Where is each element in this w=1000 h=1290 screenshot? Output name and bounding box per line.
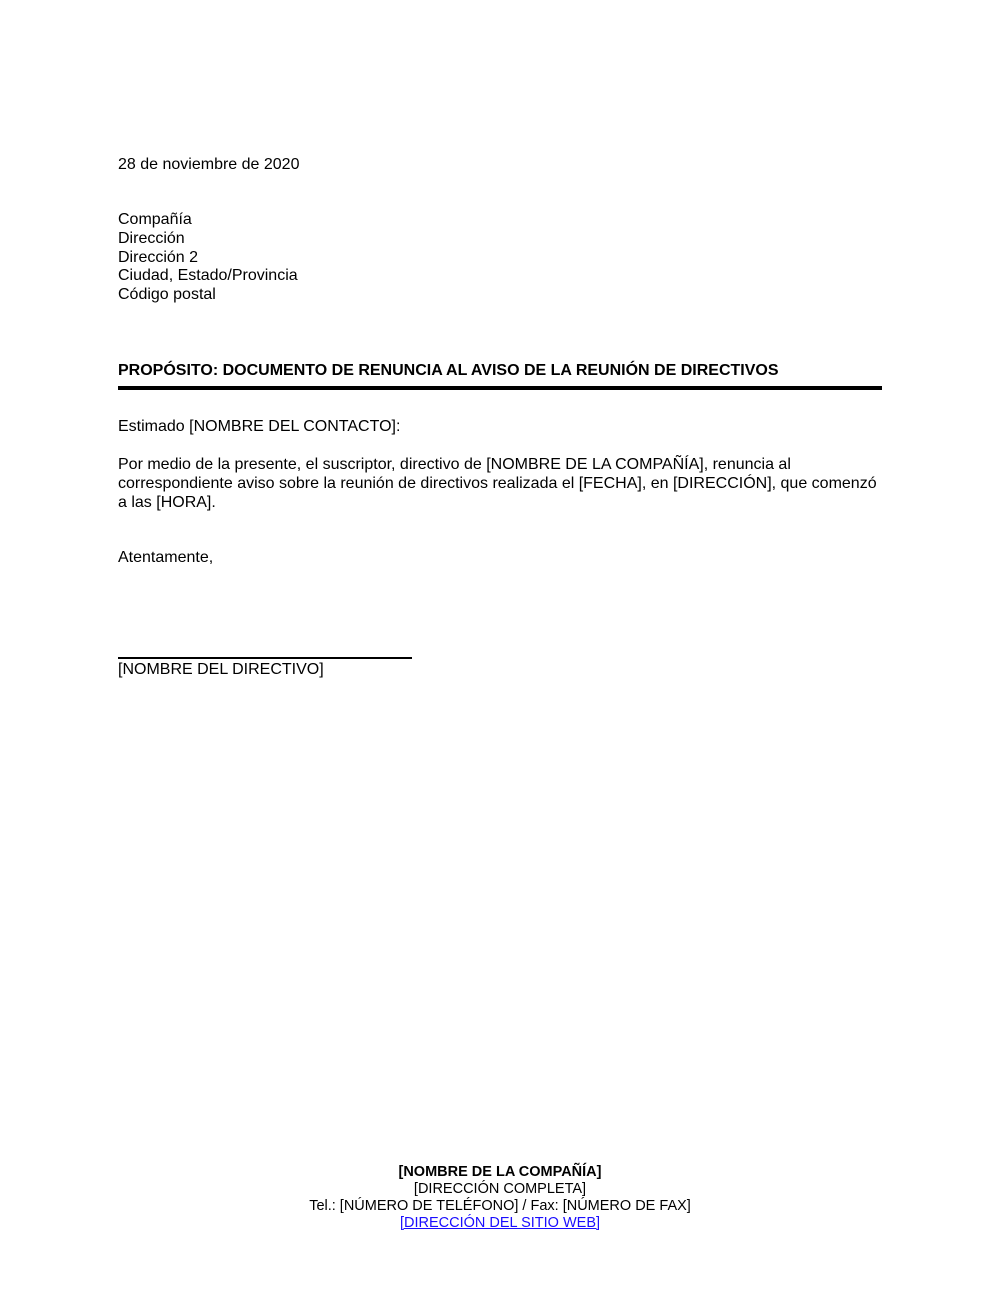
recipient-address bbox=[118, 211, 298, 305]
footer-website-link[interactable]: [DIRECCIÓN DEL SITIO WEB] bbox=[399, 1215, 601, 1231]
letter-date: 28 de noviembre de 2020 bbox=[118, 156, 300, 173]
footer-contact: Tel.: [NÚMERO DE TELÉFONO] / Fax: [NÚMERO DE FAX] bbox=[309, 1198, 691, 1214]
recipient-company: Compañía bbox=[118, 211, 192, 228]
heading-rule bbox=[118, 386, 882, 390]
footer bbox=[0, 1164, 1000, 1232]
closing: Atentamente, bbox=[118, 549, 214, 566]
recipient-city-state: Ciudad, Estado/Provincia bbox=[118, 267, 298, 285]
signature-name: [NOMBRE DEL DIRECTIVO] bbox=[118, 661, 324, 678]
footer-address: [DIRECCIÓN COMPLETA] bbox=[413, 1181, 587, 1197]
footer-company: [NOMBRE DE LA COMPAÑÍA] bbox=[398, 1164, 602, 1180]
body-paragraph: Por medio de la presente, el suscriptor, directivo de [NOMBRE DE LA COMPAÑÍA], renuncia al correspondiente aviso sobre la reunión de directivos realizada el [FECHA], en [DIRECCIÓN], que comenzó a las [HORA]. bbox=[118, 456, 877, 511]
recipient-address-line-2: Dirección 2 bbox=[118, 248, 199, 266]
recipient-address-line-1: Dirección bbox=[118, 229, 185, 247]
recipient-postal-code: Código postal bbox=[118, 286, 216, 304]
subject-heading: PROPÓSITO: DOCUMENTO DE RENUNCIA AL AVISO DE LA REUNIÓN DE DIRECTIVOS bbox=[118, 362, 779, 379]
salutation: Estimado [NOMBRE DEL CONTACTO]: bbox=[118, 418, 401, 435]
signature-line bbox=[118, 657, 412, 659]
